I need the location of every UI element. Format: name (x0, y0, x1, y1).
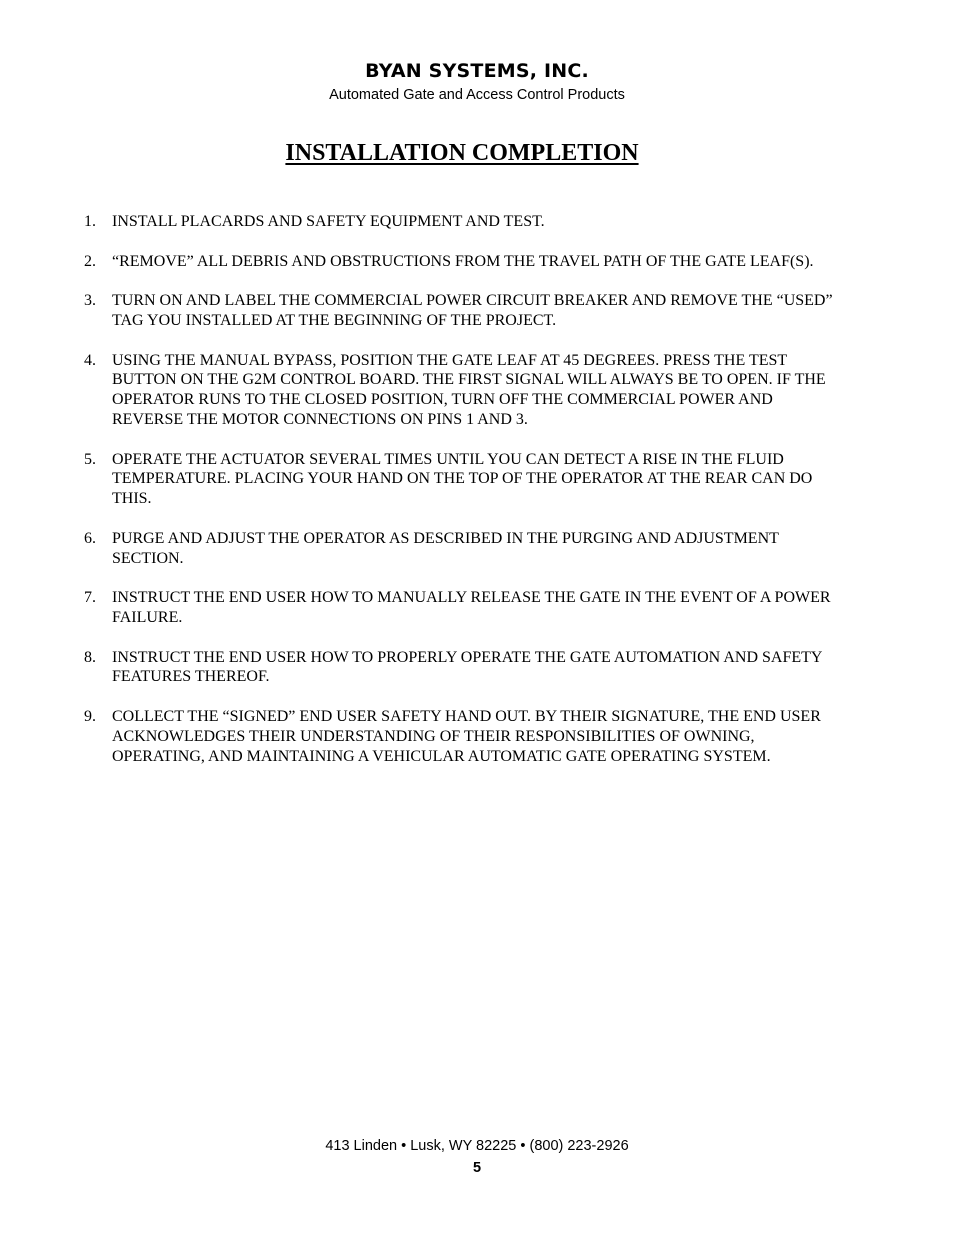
list-item-text: COLLECT THE “SIGNED” END USER SAFETY HAND OUT. BY THEIR SIGNATURE, THE END USER ACKNOWLEDGES THEIR UNDERSTANDING OF THEIR RESPONSIBILITIES OF OWNING, OPERATING, AND MAINTAINING A VEHICULAR AUTOMATIC GATE OPERATING SYSTEM. (112, 707, 821, 765)
list-item-number: 1. (84, 213, 96, 230)
list-item-number: 5. (84, 450, 96, 468)
page-title: INSTALLATION COMPLETION (285, 140, 639, 166)
list-item-text: INSTALL PLACARDS AND SAFETY EQUIPMENT AND TEST. (112, 213, 545, 230)
list-item-number: 8. (84, 648, 96, 666)
list-item-text: PURGE AND ADJUST THE OPERATOR AS DESCRIBED IN THE PURGING AND ADJUSTMENT SECTION. (112, 529, 779, 567)
list-item-text: INSTRUCT THE END USER HOW TO PROPERLY OPERATE THE GATE AUTOMATION AND SAFETY FEATURES THEREOF. (112, 648, 822, 686)
list-item (84, 648, 844, 688)
list-item-number: 7. (84, 589, 96, 607)
list-item (84, 351, 844, 430)
footer-address: 413 Linden • Lusk, WY 82225 • (800) 223-2926 (325, 1138, 629, 1154)
list-item-number: 2. (84, 252, 96, 270)
list-item-text: OPERATE THE ACTUATOR SEVERAL TIMES UNTIL YOU CAN DETECT A RISE IN THE FLUID TEMPERATURE. PLACING YOUR HAND ON THE TOP OF THE OPERATOR AT THE REAR CAN DO THIS. (112, 450, 813, 508)
list-item-number: 3. (84, 292, 96, 310)
list-item-number: 6. (84, 529, 96, 547)
list-item (84, 450, 844, 509)
list-item-text: TURN ON AND LABEL THE COMMERCIAL POWER CIRCUIT BREAKER AND REMOVE THE “USED” TAG YOU INSTALLED AT THE BEGINNING OF THE PROJECT. (112, 292, 833, 329)
list-item-number: 4. (84, 351, 96, 369)
list-item (84, 588, 844, 628)
page-number: 5 (472, 1160, 482, 1176)
company-tagline: Automated Gate and Access Control Products (329, 87, 625, 103)
instruction-list (84, 212, 844, 786)
list-item (84, 212, 844, 232)
list-item (84, 707, 844, 766)
list-item (84, 529, 844, 569)
list-item-text: USING THE MANUAL BYPASS, POSITION THE GATE LEAF AT 45 DEGREES. PRESS THE TEST BUTTON ON THE G2M CONTROL BOARD. THE FIRST SIGNAL WILL ALWAYS BE TO OPEN. IF THE OPERATOR RUNS TO THE CLOSED POSITION, TURN OFF THE COMMERCIAL POWER AND REVERSE THE MOTOR CONNECTIONS ON PINS 1 AND 3. (112, 351, 826, 428)
list-item-text: “REMOVE” ALL DEBRIS AND OBSTRUCTIONS FROM THE TRAVEL PATH OF THE GATE LEAF(S). (112, 252, 814, 270)
list-item (84, 291, 844, 331)
company-name: BYAN SYSTEMS, INC. (365, 60, 589, 82)
list-item-text: INSTRUCT THE END USER HOW TO MANUALLY RELEASE THE GATE IN THE EVENT OF A POWER FAILURE. (112, 589, 831, 626)
list-item (84, 252, 844, 272)
list-item-number: 9. (84, 707, 96, 725)
